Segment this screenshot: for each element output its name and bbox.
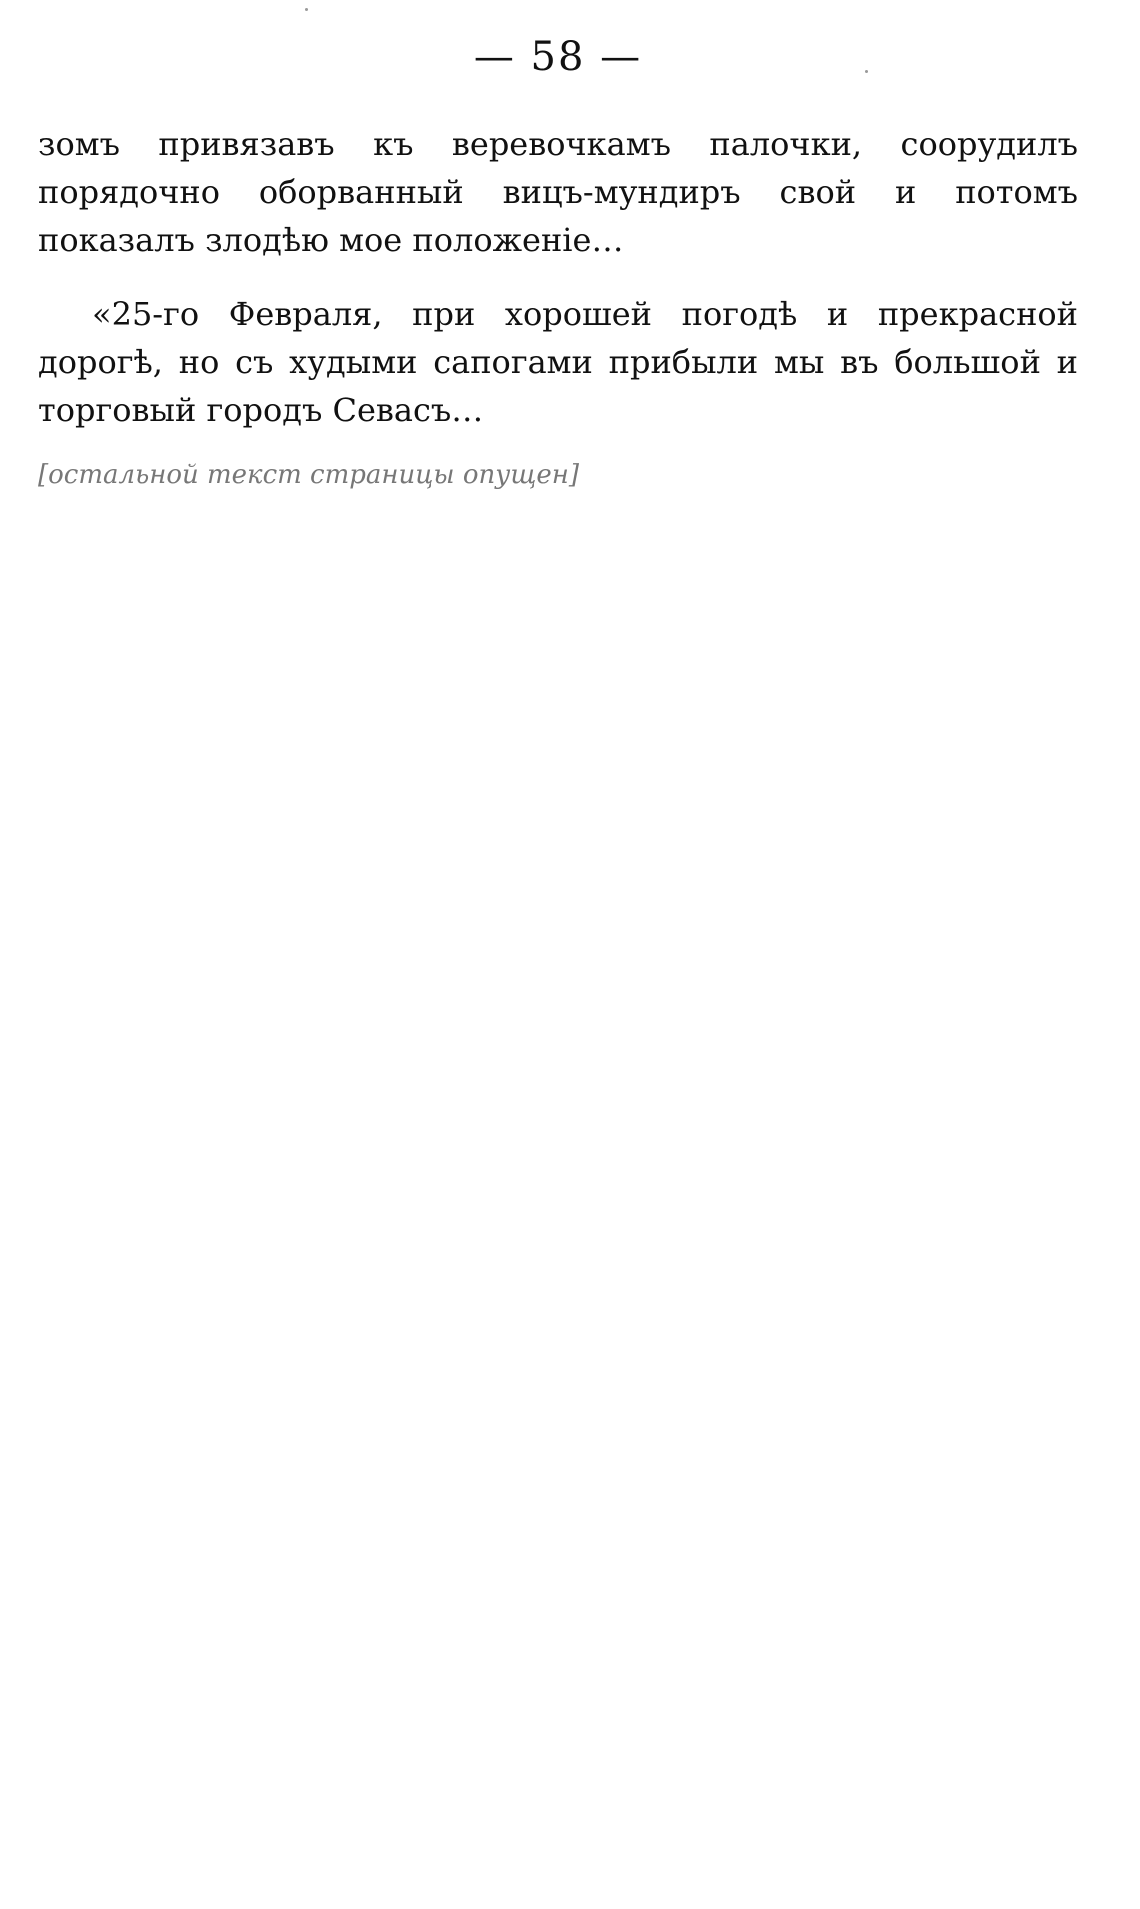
scan-speck (865, 70, 868, 73)
document-page (38, 0, 1078, 1909)
paragraph-2-excerpt: «25-го Февраля, при хорошей погодѣ и прекрасной дорогѣ, но съ худыми сапогами прибыли мы въ большой и торговый городъ Севасъ… (38, 295, 1078, 429)
page-number: — 58 — (473, 34, 643, 80)
paragraph-1-excerpt: зомъ привязавъ къ веревочкамъ палочки, соорудилъ порядочно оборванный вицъ-мундиръ свой и потомъ показалъ злодѣю мое положенiе… (38, 125, 1078, 259)
scan-speck (305, 8, 308, 11)
omitted-text-note: [остальной текст страницы опущен] (38, 460, 580, 490)
